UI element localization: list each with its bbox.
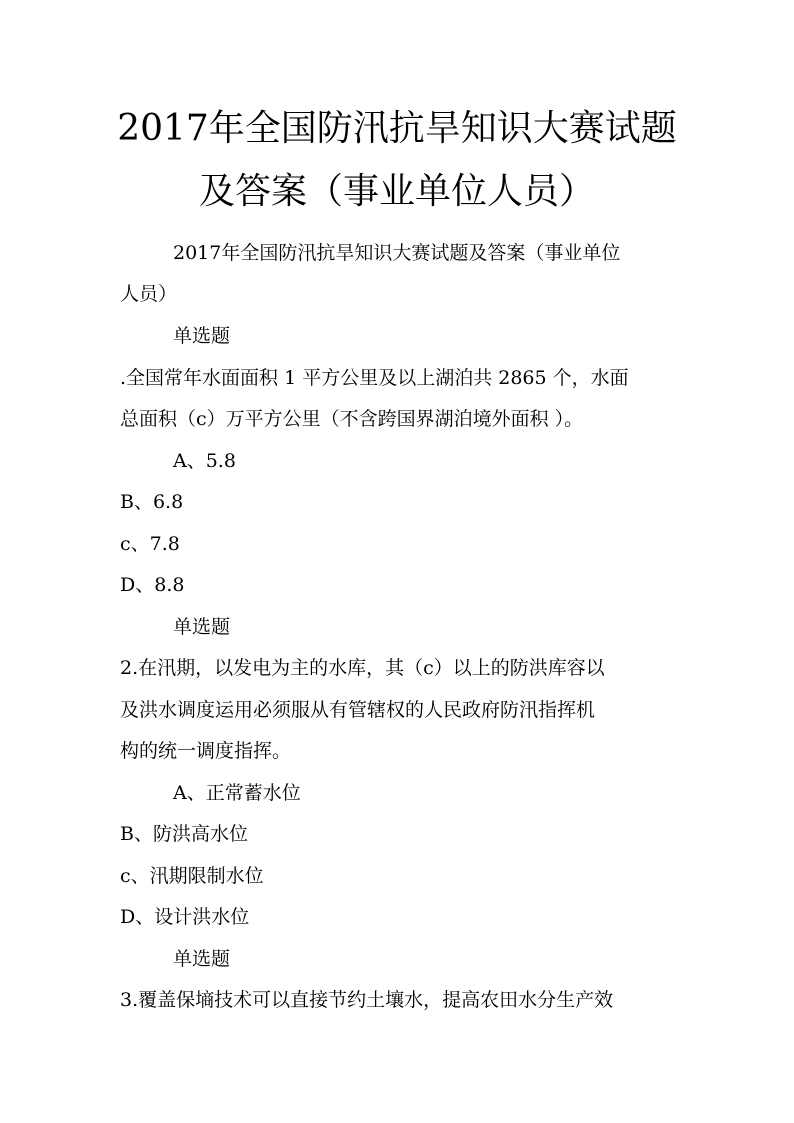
question-1-option-d: D、8.8: [120, 574, 185, 596]
question-2-stem-line-3: 构的统一调度指挥。: [120, 740, 292, 762]
title-line-2: 及答案（事业单位人员）: [198, 171, 595, 212]
intro-line-1: 2017年全国防汛抗旱知识大赛试题及答案（事业单位: [173, 242, 621, 264]
question-1-option-b: B、6.8: [120, 491, 184, 513]
question-1-type: 单选题: [173, 325, 231, 347]
question-1-option-a: A、5.8: [173, 450, 236, 472]
question-1-option-c: c、7.8: [120, 533, 180, 555]
question-3-stem-line-1: 3.覆盖保墒技术可以直接节约土壤水，提高农田水分生产效: [120, 989, 614, 1011]
question-2-option-c: c、汛期限制水位: [120, 865, 264, 887]
question-2-option-b: B、防洪高水位: [120, 823, 248, 845]
title-line-1: 2017年全国防汛抗旱知识大赛试题: [117, 108, 677, 149]
question-2-stem-line-1: 2.在汛期，以发电为主的水库，其（c）以上的防洪库容以: [120, 657, 605, 679]
question-2-option-a: A、正常蓄水位: [173, 782, 301, 804]
intro-line-2: 人员）: [120, 283, 178, 305]
question-1-stem-line-1: .全国常年水面面积 1 平方公里及以上湖泊共 2865 个，水面: [120, 367, 629, 389]
question-2-stem-line-2: 及洪水调度运用必须服从有管辖权的人民政府防汛指挥机: [120, 699, 596, 721]
question-3-type: 单选题: [173, 948, 231, 970]
question-2-option-d: D、设计洪水位: [120, 906, 250, 928]
question-1-stem-line-2: 总面积（c）万平方公里（不含跨国界湖泊境外面积 ）。: [120, 408, 584, 430]
question-2-type: 单选题: [173, 616, 231, 638]
